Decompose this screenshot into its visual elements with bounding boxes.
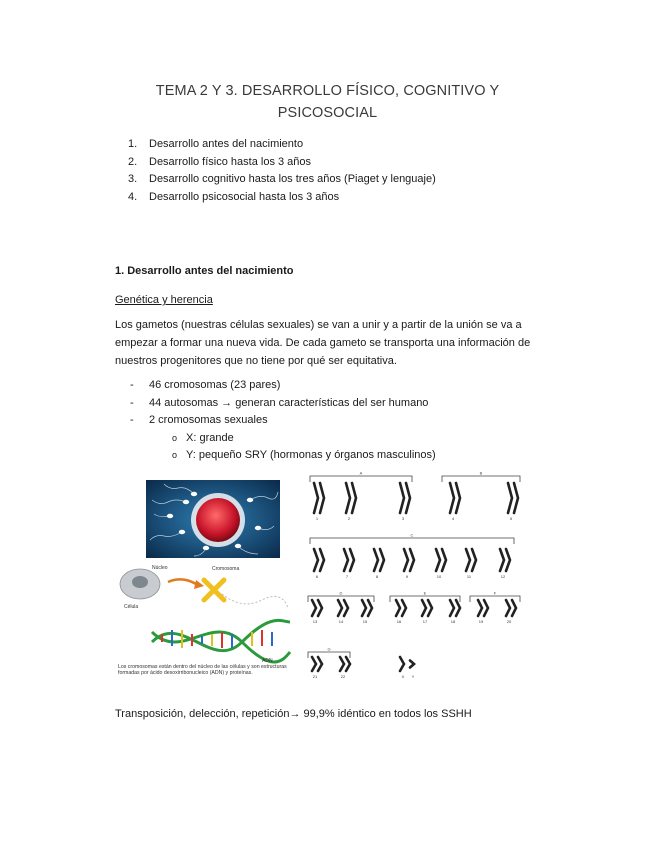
chromosome-pair-4 [450,483,460,513]
chromosome-number: X [401,674,405,679]
sub-list-item [130,430,436,448]
chromosome-pair-22 [340,657,350,671]
group-bracket-G [308,652,350,658]
chromosome-number: 12 [500,574,506,579]
chromosome-pair-14 [338,600,348,616]
chromosome-pair-20 [506,600,516,616]
page-title [0,80,655,124]
fertilization-image [146,480,280,558]
toc-text: Desarrollo psicosocial hasta los 3 años [149,190,340,203]
intro-paragraph: Los gametos (nuestras células sexuales) se van a unir y a partir de la unión se va a empezar a formar una nueva vida. De cada gameto se transporta una información de nuestros progenitores que no tiene por qué ser equitativa. [115,319,531,367]
bullet-text: 2 cromosomas sexuales [149,414,268,426]
chromosome-number: 11 [466,574,472,579]
group-bracket-B [442,476,520,482]
cell-label: Célula [124,604,139,610]
bullet-dash: - [130,414,134,426]
chromosome-pair-5 [508,483,518,513]
chromosome-pair-X [400,657,404,671]
dna-helix-icon [152,620,290,662]
list-item [130,412,436,430]
chromosome-number: 17 [422,619,428,624]
sub-bullet-mark: o [172,450,178,460]
chromosome-icon [204,580,224,600]
chromosome-number: 15 [362,619,368,624]
table-of-contents [128,136,436,206]
group-label: B [479,470,483,476]
chromosome-number: 10 [436,574,442,579]
toc-item [128,136,436,154]
closing-line: Transposición, delección, repetición→ 99,9% idéntico en todos los SSHH [115,708,472,720]
group-label: A [359,470,363,476]
subsection-heading: Genética y herencia [115,294,213,306]
chromosome-pair-2 [346,483,356,513]
toc-text: Desarrollo antes del nacimiento [149,138,304,150]
chromosome-number: 1 [315,516,319,521]
chromosome-number: 3 [401,516,405,521]
chromosome-pair-16 [396,600,406,616]
dna-label: ADN [262,658,273,664]
nucleus-label: Núcleo [152,565,168,571]
bullet-dash: - [130,379,134,391]
chromosome-number: 18 [450,619,456,624]
chromosome-pair-17 [422,600,432,616]
toc-number: 4. [128,190,138,203]
chromosome-number: 6 [315,574,319,579]
group-bracket-A [310,476,412,482]
bullet-text: 44 autosomas → generan características del ser humano [149,396,429,409]
chromosome-pair-19 [478,600,488,616]
toc-item [128,154,436,172]
chromosome-number: 2 [347,516,351,521]
chromosome-number: Y [411,674,415,679]
chromosome-pair-11 [466,549,476,571]
chromosome-pair-10 [436,549,446,571]
chromosome-number: 16 [396,619,402,624]
chromosome-number: 7 [345,574,349,579]
figure-caption: Los cromosomas están dentro del núcleo de las células y son estructuras formadas por ácido desoxirribonucleico (ADN) y proteínas. [118,664,287,677]
chromosome-number: 20 [506,619,512,624]
chromosome-number: 4 [451,516,455,521]
toc-number: 3. [128,173,138,185]
chromosome-pair-9 [404,549,414,571]
group-label: G [327,646,331,652]
chromosome-pair-13 [312,600,322,616]
chromosome-pair-21 [312,657,322,671]
chromosome-number: 21 [312,674,318,679]
toc-item [128,171,436,189]
sub-list-item [130,447,436,465]
bullet-text: 46 cromosomas (23 pares) [149,379,281,391]
chromosome-pair-6 [314,549,324,571]
chromosome-pair-15 [362,600,372,616]
group-label: D [339,590,343,596]
sub-bullet-mark: o [172,432,178,443]
toc-number: 1. [128,138,138,150]
title-line-2: PSICOSOCIAL [277,105,378,121]
group-label: F [493,590,497,596]
group-bracket-C [310,538,514,544]
chromosome-pair-18 [450,600,460,616]
bullet-dash: - [130,396,134,409]
chromosome-number: 9 [405,574,409,579]
title-line-1: TEMA 2 Y 3. DESARROLLO FÍSICO, COGNITIVO Y [155,83,500,99]
list-item [130,395,436,413]
karyotype-image [300,468,530,693]
sub-bullet-text: X: grande [186,431,234,444]
chromosome-pair-1 [314,483,324,513]
chromosome-number: 5 [509,516,513,521]
chromosome-number: 22 [340,674,346,679]
group-label: C [410,532,414,538]
toc-item [128,189,436,207]
chromosome-pair-8 [374,549,384,571]
section-heading: 1. Desarrollo antes del nacimiento [115,265,294,277]
toc-text: Desarrollo físico hasta los 3 años [149,155,312,168]
bullet-list [130,377,436,465]
chromosome-pair-12 [500,549,510,571]
chromosome-label: Cromosoma [212,566,240,572]
chromosome-number: 14 [338,619,344,624]
sub-bullet-text: Y: pequeño SRY (hormonas y órganos masculinos) [186,449,436,461]
chromosome-number: 19 [478,619,484,624]
toc-text: Desarrollo cognitivo hasta los tres años (Piaget y lenguaje) [149,173,436,185]
chromosome-pair-Y [410,661,414,668]
group-label: E [423,590,427,596]
chromosome-pair-7 [344,549,354,571]
list-item [130,377,436,395]
toc-number: 2. [128,155,138,168]
chromosome-number: 13 [312,619,318,624]
chromosome-number: 8 [375,574,379,579]
chromosome-pair-3 [400,483,410,513]
